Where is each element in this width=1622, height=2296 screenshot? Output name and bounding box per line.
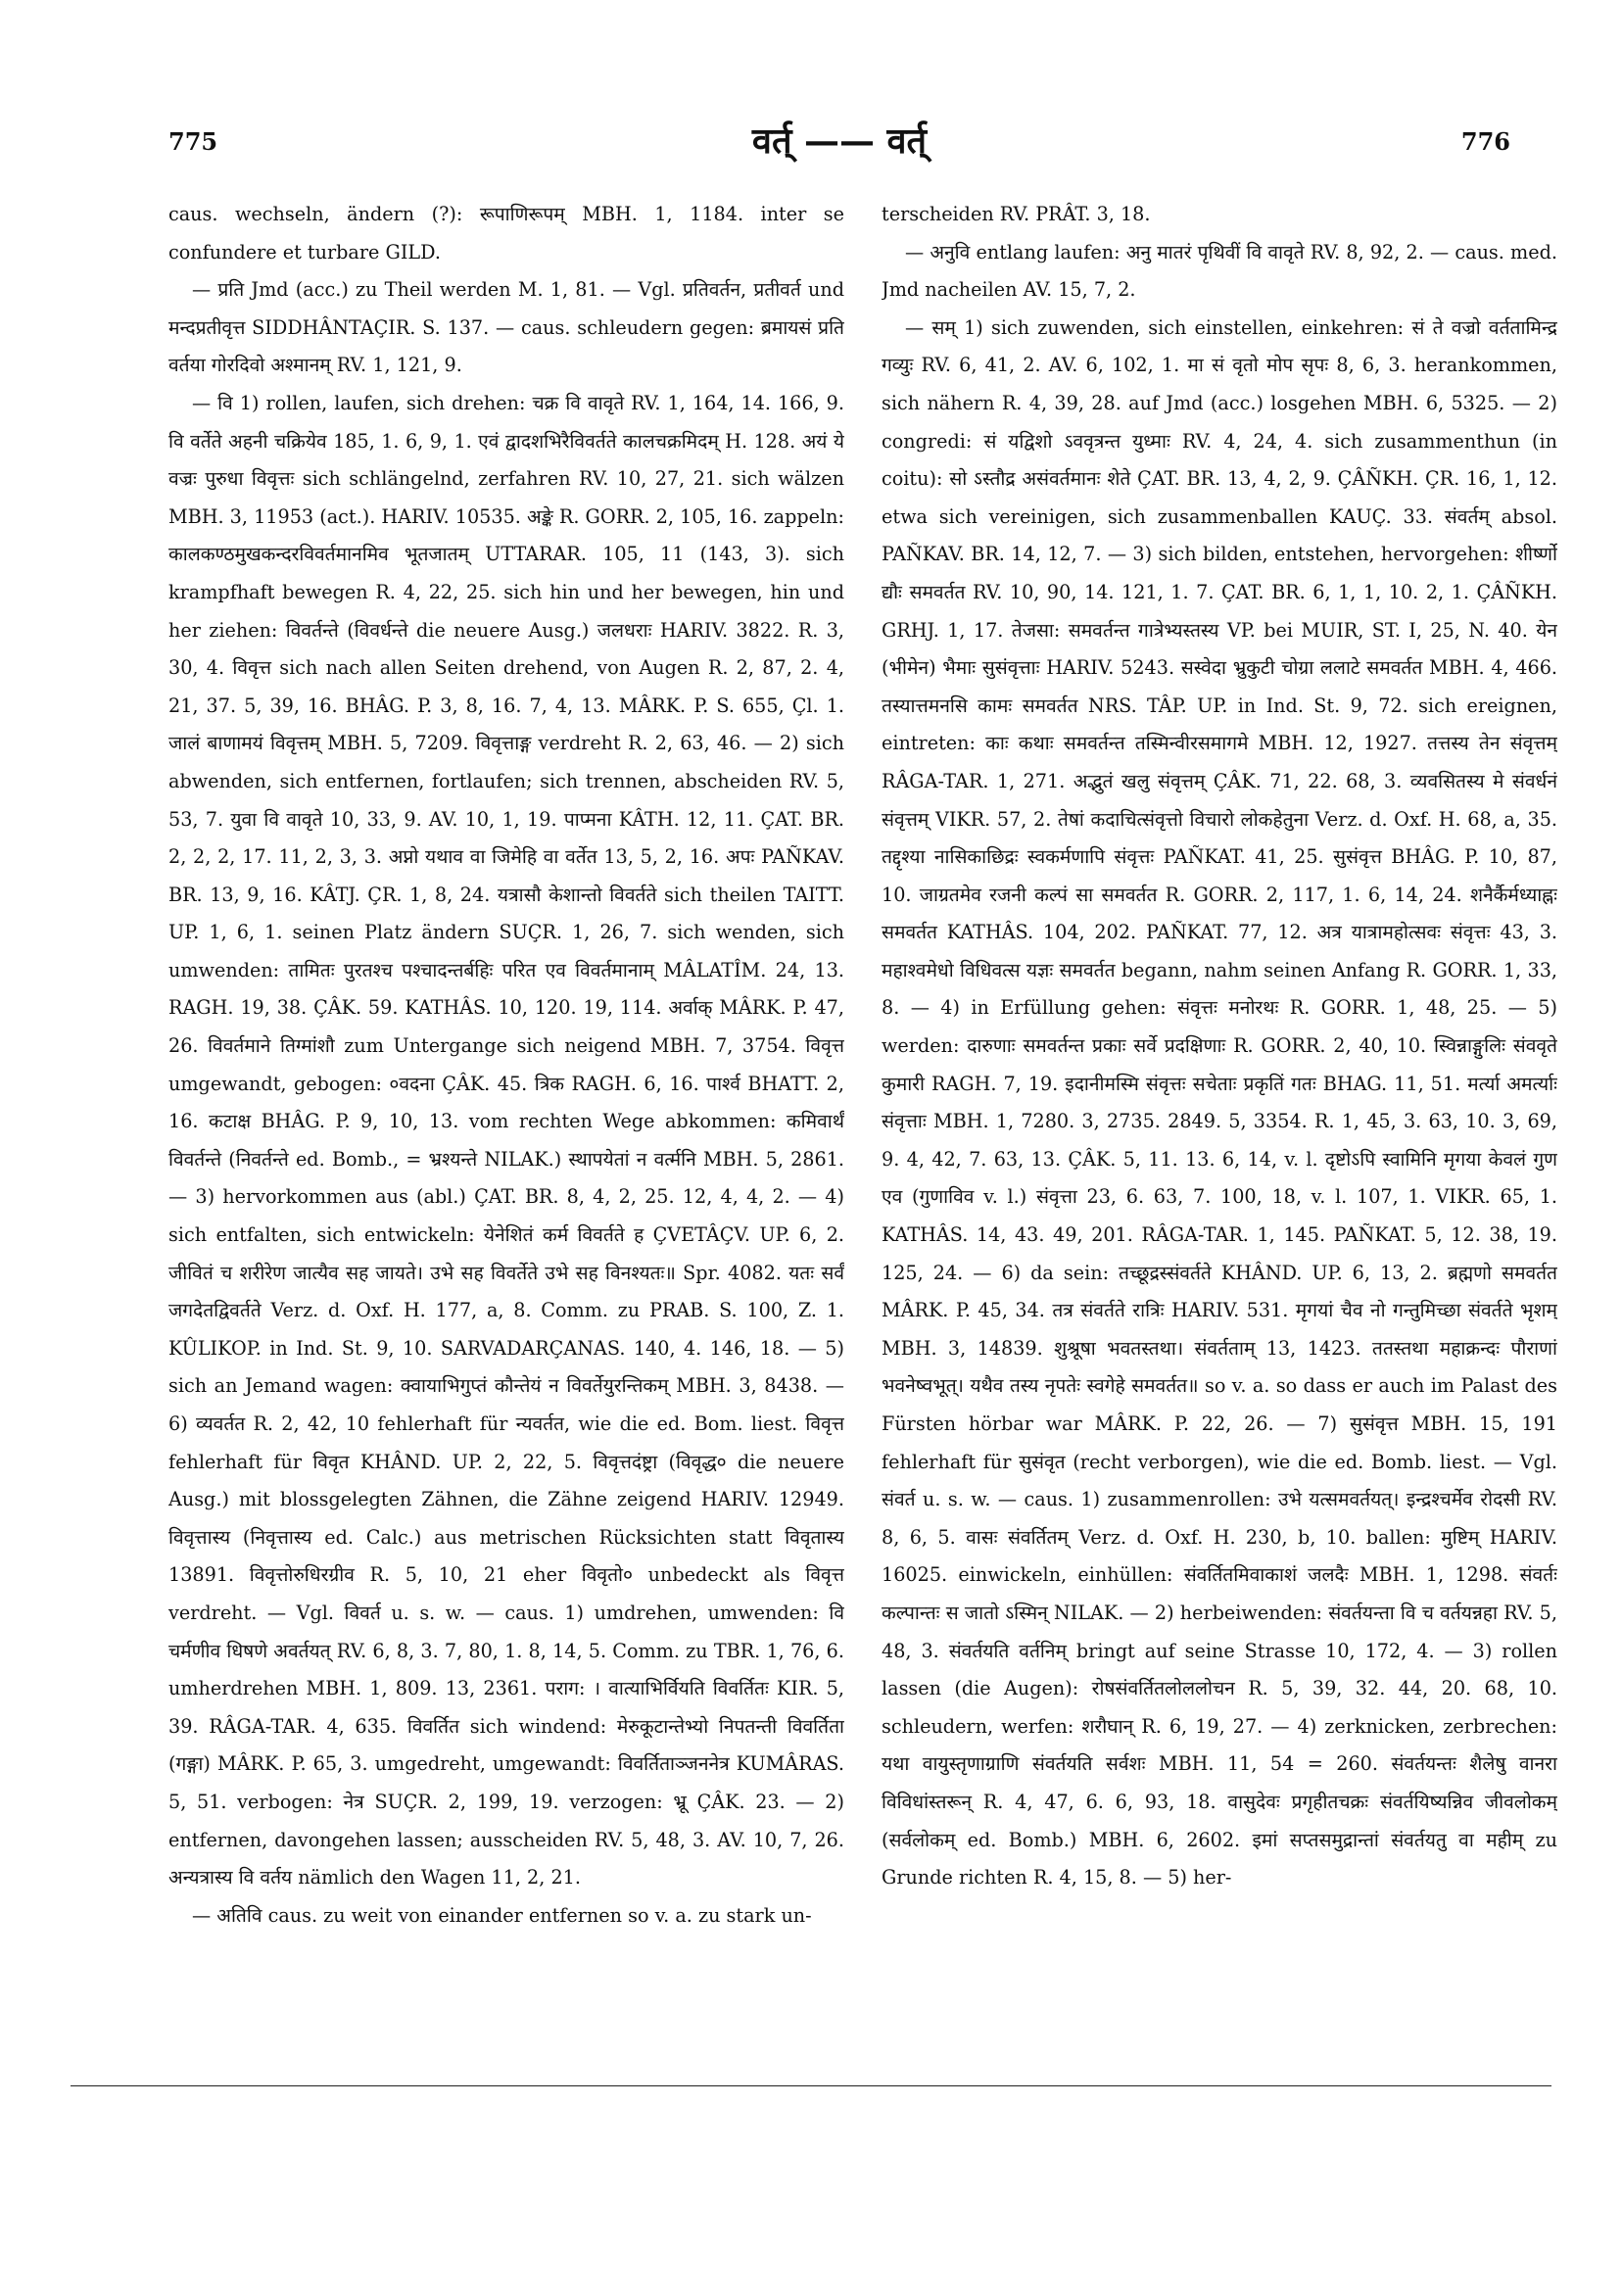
- entry-paragraph: — प्रति Jmd (acc.) zu Theil werden M. 1, 81. — Vgl. प्रतिवर्तन, प्रतीवर्त und मन्दप्रतीवृत्त SIDDHÂNTAÇIR. S. 137. — caus. schleudern gegen: ब्रमायसं प्रति वर्तया गोरदिवो अश्मानम् RV. 1, 121, 9.: [168, 278, 844, 377]
- entry-paragraph: — सम् 1) sich zuwenden, sich einstellen, einkehren: सं ते वज्रो वर्ततामिन्द्र गव्युः RV. 6, 41, 2. AV. 6, 102, 1. मा सं वृतो मोप सृपः 8, 6, 3. herankommen, sich nähern R. 4, 39, 28. auf Jmd (acc.) losgehen MBH. 6, 5325. — 2) congredi: सं यद्विशो ऽववृत्रन्त युध्माः RV. 4, 24, 4. sich zusammenthun (in coitu): सो ऽस्तौद्र असंवर्तमानः शेते ÇAT. BR. 13, 4, 2, 9. ÇÂÑKH. ÇR. 16, 1, 12. etwa sich vereinigen, sich zusammenballen KAUÇ. 33. संवर्तम् absol. PAÑKAV. BR. 14, 12, 7. — 3) sich bilden, entstehen, hervorgehen: शीर्ष्णो द्यौः समवर्तत RV. 10, 90, 14. 121, 1. 7. ÇAT. BR. 6, 1, 1, 10. 2, 1. ÇÂÑKH. GRHJ. 1, 17. तेजसा: समवर्तन्त गात्रेभ्यस्तस्य VP. bei MUIR, ST. I, 25, N. 40. येन (भीमेन) भैमाः सुसंवृत्ताः HARIV. 5243. सस्वेदा भ्रुकुटी चोग्रा ललाटे समवर्तत MBH. 4, 466. तस्यात्तमनसि कामः समवर्तत NRS. TÂP. UP. in Ind. St. 9, 72. sich ereignen, eintreten: काः कथाः समवर्तन्त तस्मिन्वीरसमागमे MBH. 12, 1927. तत्तस्य तेन संवृत्तम् RÂGA-TAR. 1, 271. अद्भुतं खलु संवृत्तम् ÇÂK. 71, 22. 68, 3. व्यवसितस्य मे संवर्धनं संवृत्तम् VIKR. 57, 2. तेषां कदाचित्संवृत्तो विचारो लोकहेतुना Verz. d. Oxf. H. 68, a, 35. तद्दृश्या नासिकाछिद्रः स्वकर्मणापि संवृत्तः PAÑKAT. 41, 25. सुसंवृत्त BHÂG. P. 10, 87, 10. जाग्रतमेव रजनी कल्पं सा समवर्तत R. GORR. 2, 117, 1. 6, 14, 24. शनैर्कैर्मध्याह्नः समवर्तत KATHÂS. 104, 202. PAÑKAT. 77, 12. अत्र यात्रामहोत्सवः संवृत्तः 43, 3. महाश्वमेधो विधिवत्स यज्ञः समवर्तत begann, nahm seinen Anfang R. GORR. 1, 33, 8. — 4) in Erfüllung gehen: संवृत्तः मनोरथः R. GORR. 1, 48, 25. — 5) werden: दारुणाः समवर्तन्त प्रकाः सर्वे प्रदक्षिणाः R. GORR. 2, 40, 10. स्विन्नाङ्गुलिः संववृते कुमारी RAGH. 7, 19. इदानीमस्मि संवृत्तः सचेताः प्रकृतिं गतः BHAG. 11, 51. मर्त्या अमर्त्याः संवृत्ताः MBH. 1, 7280. 3, 2735. 2849. 5, 3354. R. 1, 45, 3. 63, 10. 3, 69, 9. 4, 42, 7. 63, 13. ÇÂK. 5, 11. 13. 6, 14, v. l. दृष्टोऽपि स्वामिनि मृगया केवलं गुण एव (गुणाविव v. l.) संवृत्ता 23, 6. 63, 7. 100, 18, v. l. 107, 1. VIKR. 65, 1. KATHÂS. 14, 43. 49, 201. RÂGA-TAR. 1, 145. PAÑKAT. 5, 12. 38, 19. 125, 24. — 6) da sein: तच्छूद्रस्संवर्तते KHÂND. UP. 6, 13, 2. ब्रह्मणो समवर्तत MÂRK. P. 45, 34. तत्र संवर्तते रात्रिः HARIV. 531. मृगयां चैव नो गन्तुमिच्छा संवर्तते भृशम् MBH. 3, 14839. शुश्रूषा भवतस्तथा। संवर्तताम् 13, 1423. ततस्तथा महाक्रन्दः पौराणां भवनेष्वभूत्। यथैव तस्य नृपतेः स्वगेहे समवर्तत॥ so v. a. so dass er auch im Palast des Fürsten hörbar war MÂRK. P. 22, 26. — 7) सुसंवृत्त MBH. 15, 191 fehlerhaft für सुसंवृत (recht verborgen), wie die ed. Bomb. liest. — Vgl. संवर्त u. s. w. — caus. 1) zusammenrollen: उभे यत्समवर्तयत्। इन्द्रश्चर्मेव रोदसी RV. 8, 6, 5. वासः संवर्तितम् Verz. d. Oxf. H. 230, b, 10. ballen: मुष्टिम् HARIV. 16025. einwickeln, einhüllen: संवर्तितमिवाकाशं जलदैः MBH. 1, 1298. संवर्तः कल्पान्तः स जातो ऽस्मिन् NILAK. — 2) herbeiwenden: संवर्तयन्ता वि च वर्तयन्नहा RV. 5, 48, 3. संवर्तयति वर्तनिम् bringt auf seine Strasse 10, 172, 4. — 3) rollen lassen (die Augen): रोषसंवर्तितलोललोचन R. 5, 39, 32. 44, 20. 68, 10. schleudern, werfen: शरौघान् R. 6, 19, 27. — 4) zerknicken, zerbrechen: यथा वायुस्तृणाग्राणि संवर्तयति सर्वशः MBH. 11, 54 = 260. संवर्तयन्तः शैलेषु वानरा विविधांस्तरून् R. 4, 47, 6. 6, 93, 18. वासुदेवः प्रगृहीतचक्रः संवर्तयिष्यन्निव जीवलोकम् (सर्वलोकम् ed. Bomb.) MBH. 6, 2602. इमां सप्तसमुद्रान्तां संवर्तयतु वा महीम् zu Grunde richten R. 4, 15, 8. — 5) her-: [882, 315, 1557, 1889]
- page-header: [168, 116, 1510, 174]
- running-headword: वर्त् —— वर्त्: [751, 120, 928, 162]
- page-number-left: 775: [168, 127, 218, 156]
- entry-paragraph-continued: terscheiden RV. PRÂT. 3, 18.: [882, 203, 1151, 225]
- left-column: [168, 196, 844, 2008]
- right-column: [882, 196, 1557, 2008]
- entry-paragraph: — अतिवि caus. zu weit von einander entfernen so v. a. zu stark un-: [192, 1903, 812, 1927]
- footer-rule: [71, 2085, 1551, 2086]
- entry-paragraph: caus. wechseln, ändern (?): रूपाणिरूपम् MBH. 1, 1184. inter se confundere et turbare GILD.: [168, 203, 844, 263]
- entry-paragraph: — अनुवि entlang laufen: अनु मातरं पृथिवीं वि वावृते RV. 8, 92, 2. — caus. med. Jmd nacheilen AV. 15, 7, 2.: [882, 240, 1557, 302]
- entry-paragraph: — वि 1) rollen, laufen, sich drehen: चक्र वि वावृते RV. 1, 164, 14. 166, 9. वि वर्तेते अहनी चक्रियेव 185, 1. 6, 9, 1. एवं द्वादशभिरैविवर्तते कालचक्रमिदम् H. 128. अयं ये वज्रः पुरुधा विवृत्तः sich schlängelnd, zerfahren RV. 10, 27, 21. sich wälzen MBH. 3, 11953 (act.). HARIV. 10535. अङ्के R. GORR. 2, 105, 16. zappeln: कालकण्ठमुखकन्दरविवर्तमानमिव भूतजातम् UTTARAR. 105, 11 (143, 3). sich krampfhaft bewegen R. 4, 22, 25. sich hin und her bewegen, hin und her ziehen: विवर्तन्ते (विवर्धन्ते die neuere Ausg.) जलधराः HARIV. 3822. R. 3, 30, 4. विवृत्त sich nach allen Seiten drehend, von Augen R. 2, 87, 2. 4, 21, 37. 5, 39, 16. BHÂG. P. 3, 8, 16. 7, 4, 13. MÂRK. P. S. 655, Çl. 1. जालं बाणामयं विवृत्तम् MBH. 5, 7209. विवृत्ताङ्ग verdreht R. 2, 63, 46. — 2) sich abwenden, sich entfernen, fortlaufen; sich trennen, abscheiden RV. 5, 53, 7. युवा वि वावृते 10, 33, 9. AV. 10, 1, 19. पाप्मना KÂTH. 12, 11. ÇAT. BR. 2, 2, 2, 17. 11, 2, 3, 3. अप्नो यथाव वा जिमेहि वा वर्तेत 13, 5, 2, 16. अपः PAÑKAV. BR. 13, 9, 16. KÂTJ. ÇR. 1, 8, 24. यत्रासौ केशान्तो विवर्तते sich theilen TAITT. UP. 1, 6, 1. seinen Platz ändern SUÇR. 1, 26, 7. sich wenden, sich umwenden: तामितः पुरतश्च पश्चादन्तर्बहिः परित एव विवर्तमानाम् MÂLATÎM. 24, 13. RAGH. 19, 38. ÇÂK. 59. KATHÂS. 10, 120. 19, 114. अर्वाक् MÂRK. P. 47, 26. विवर्तमाने तिग्मांशौ zum Untergange sich neigend MBH. 7, 3754. विवृत्त umgewandt, gebogen: ०वदना ÇÂK. 45. त्रिक RAGH. 6, 16. पार्श्व BHATT. 2, 16. कटाक्ष BHÂG. P. 9, 10, 13. vom rechten Wege abkommen: कमिवार्थं विवर्तन्ते (निवर्तन्ते ed. Bomb., = भ्रश्यन्ते NILAK.) स्थापयेतां न वर्त्मनि MBH. 5, 2861. — 3) hervorkommen aus (abl.) ÇAT. BR. 8, 4, 2, 25. 12, 4, 4, 2. — 4) sich entfalten, sich entwickeln: येनेशितं कर्म विवर्तते ह ÇVETÂÇV. UP. 6, 2. जीवितं च शरीरेण जात्यैव सह जायते। उभे सह विवर्तेते उभे सह विनश्यतः॥ Spr. 4082. यतः सर्वं जगदेतद्विवर्तते Verz. d. Oxf. H. 177, a, 8. Comm. zu PRAB. S. 100, Z. 1. KÛLIKOP. in Ind. St. 9, 10. SARVADARÇANAS. 140, 4. 146, 18. — 5) sich an Jemand wagen: क्वायाभिगुप्तं कौन्तेयं न विवर्तेयुरन्तिकम् MBH. 3, 8438. — 6) व्यवर्तत R. 2, 42, 10 fehlerhaft für न्यवर्तत, wie die ed. Bom. liest. विवृत्त fehlerhaft für विवृत KHÂND. UP. 2, 22, 5. विवृत्तदंष्ट्रा (विवृद्ध० die neuere Ausg.) mit blossgelegten Zähnen, die Zähne zeigend HARIV. 12949. विवृत्तास्य (निवृत्तास्य ed. Calc.) aus metrischen Rücksichten statt विवृतास्य 13891. विवृत्तोरुधिरग्रीव R. 5, 10, 21 eher विवृतो० unbedeckt als विवृत्त verdreht. — Vgl. विवर्त u. s. w. — caus. 1) umdrehen, umwenden: वि चर्मणीव धिषणे अवर्तयत् RV. 6, 8, 3. 7, 80, 1. 8, 14, 5. Comm. zu TBR. 1, 76, 6. umherdrehen MBH. 1, 809. 13, 2361. पराग: । वात्याभिर्वियति विवर्तितः KIR. 5, 39. RÂGA-TAR. 4, 635. विवर्तित sich windend: मेरुकूटान्तेभ्यो निपतन्ती विवर्तिता (गङ्गा) MÂRK. P. 65, 3. umgedreht, umgewandt: विवर्तिताञ्जननेत्र KUMÂRAS. 5, 51. verbogen: नेत्र SUÇR. 2, 199, 19. verzogen: भ्रू ÇÂK. 23. — 2) entfernen, davongehen lassen; ausscheiden RV. 5, 48, 3. AV. 10, 7, 26. अन्यत्रास्य वि वर्तय nämlich den Wagen 11, 2, 21.: [168, 391, 844, 1889]
- page-number-right: 776: [1460, 127, 1510, 156]
